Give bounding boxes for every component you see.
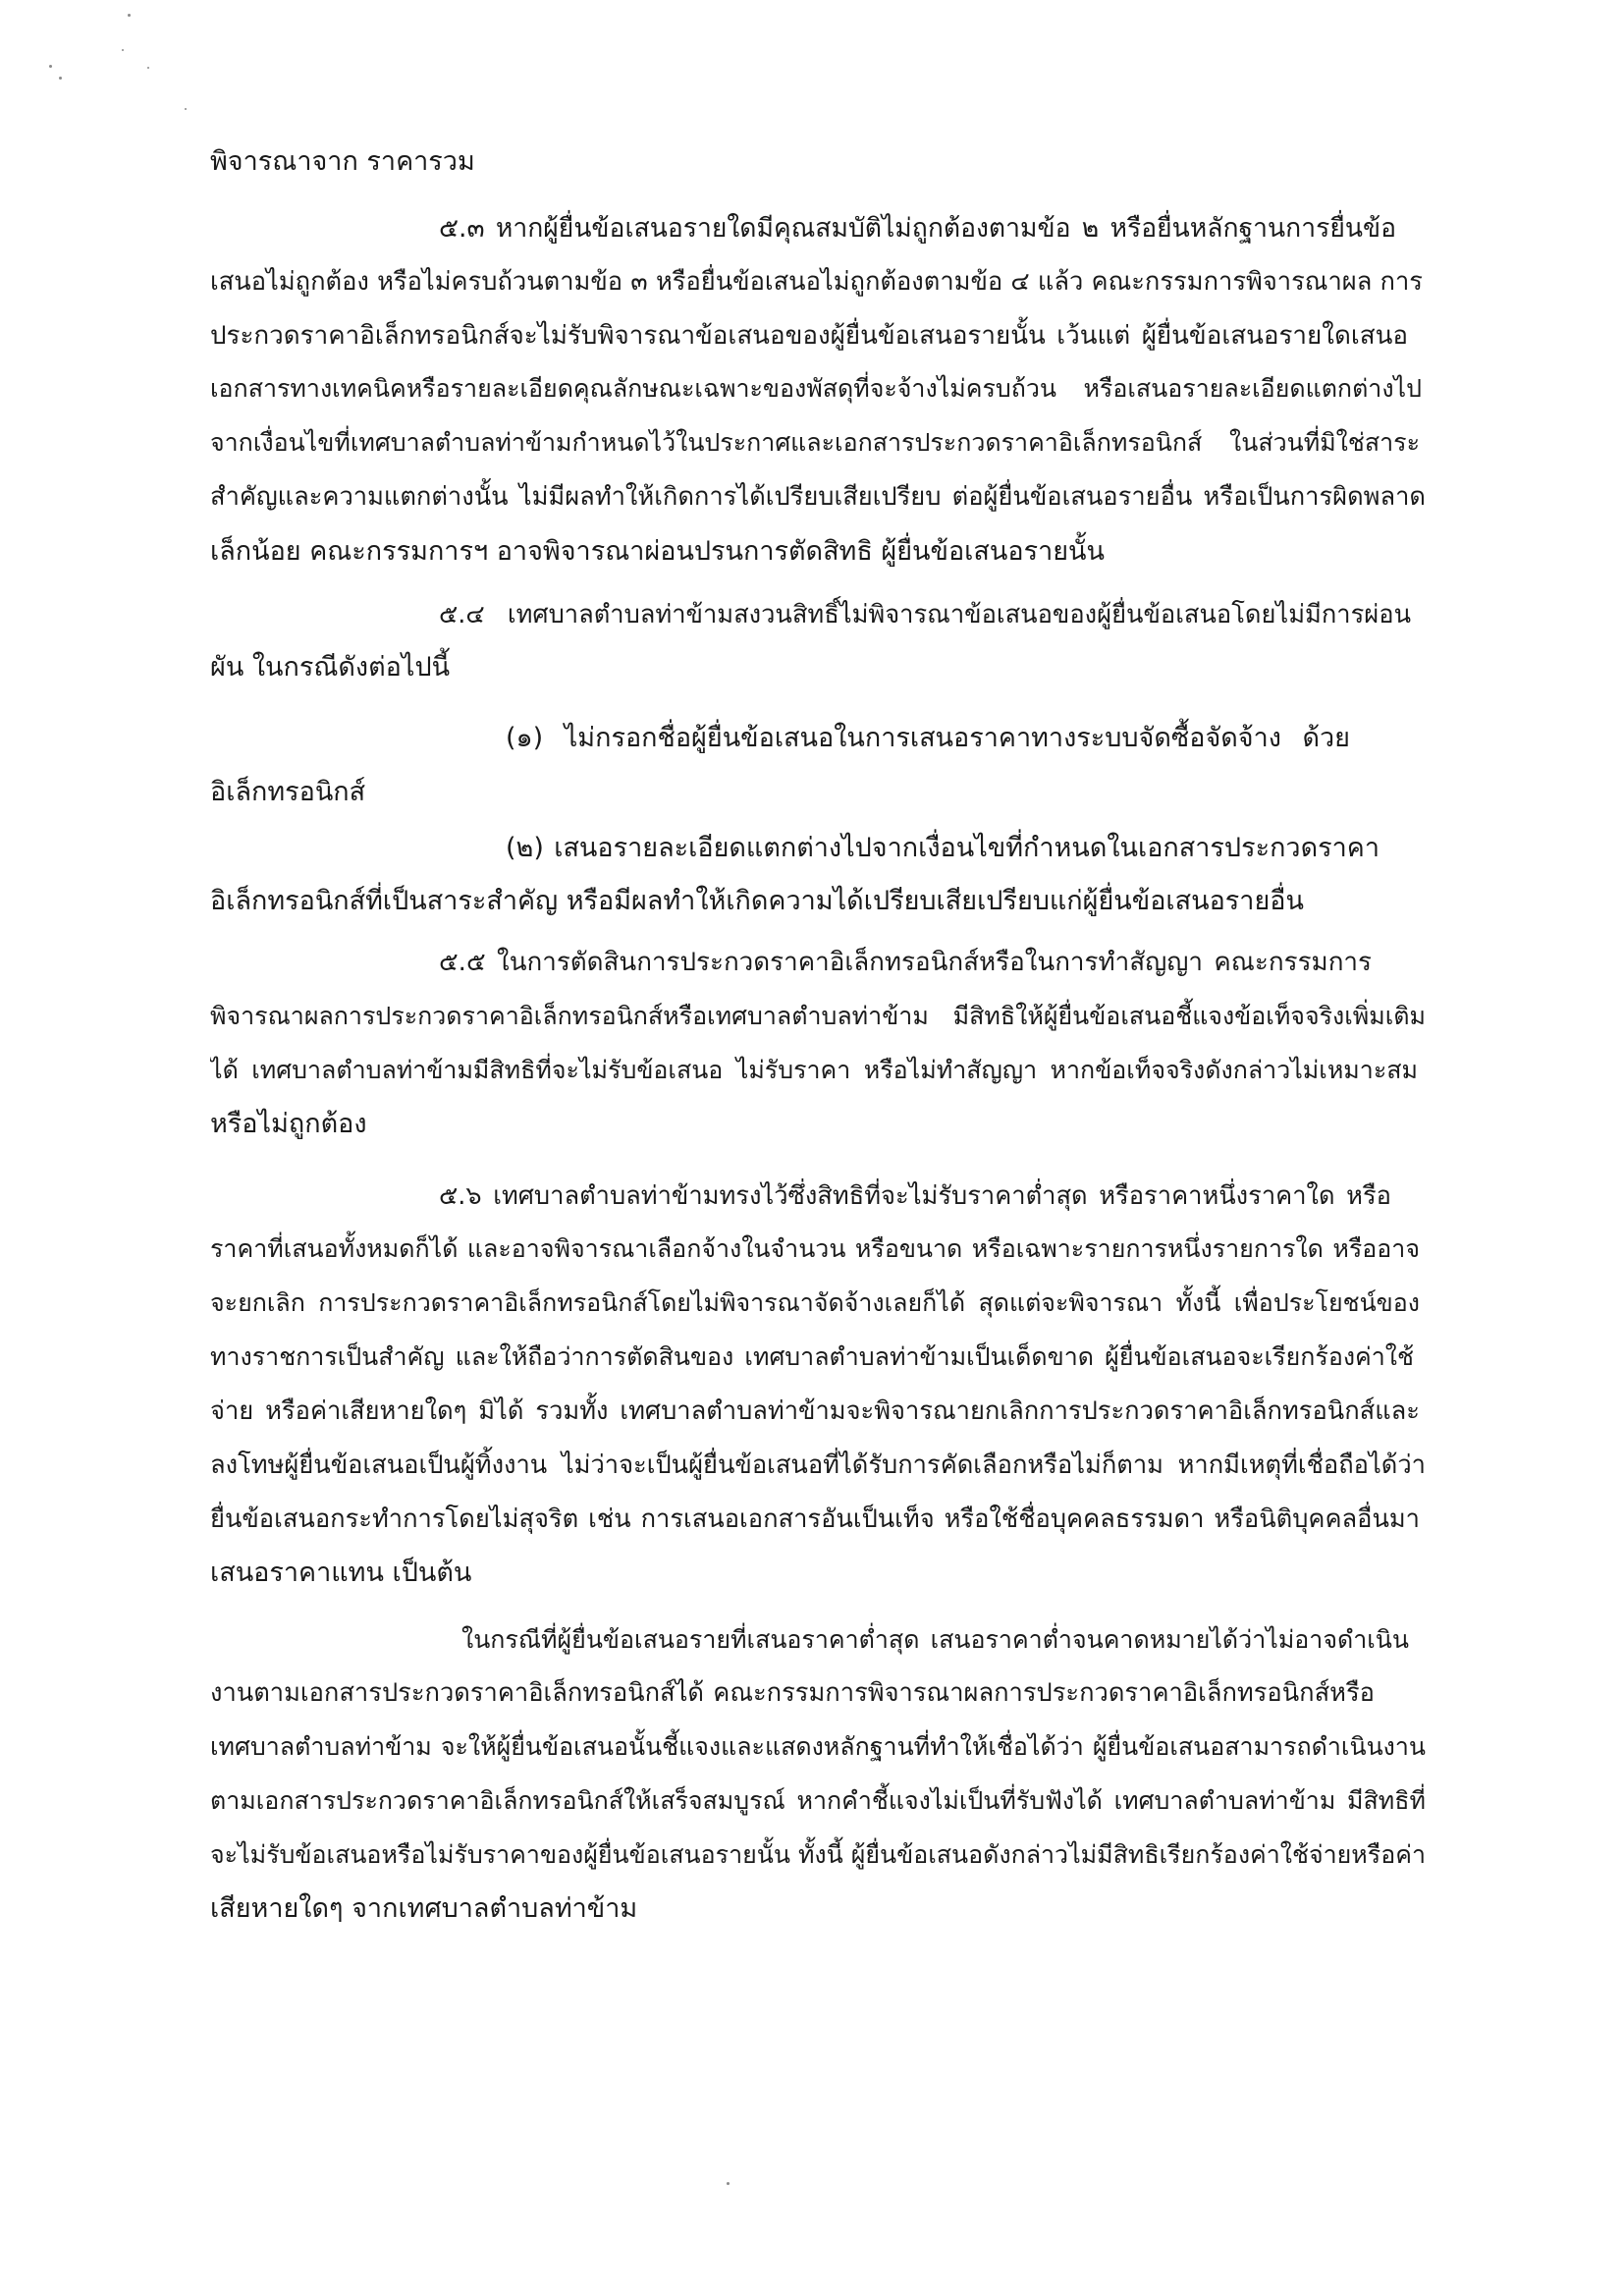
- text-line: เสียหายใดๆ จากเทศบาลตำบลท่าข้าม: [210, 1893, 638, 1924]
- text-line: (๒) เสนอรายละเอียดแตกต่างไปจากเงื่อนไขที่กำหนดในเอกสารประกวดราคา: [506, 833, 1380, 863]
- text-line: งานตามเอกสารประกวดราคาอิเล็กทรอนิกส์ได้ คณะกรรมการพิจารณาผลการประกวดราคาอิเล็กทรอนิกส์หรือ: [210, 1678, 1375, 1708]
- text-line: ตามเอกสารประกวดราคาอิเล็กทรอนิกส์ให้เสร็จสมบูรณ์ หากคำชี้แจงไม่เป็นที่รับฟังได้ เทศบาลตำบลท่าข้าม มีสิทธิที่: [210, 1786, 1426, 1815]
- text-line: สำคัญและความแตกต่างนั้น ไม่มีผลทำให้เกิดการได้เปรียบเสียเปรียบ ต่อผู้ยื่นข้อเสนอรายอื่น หรือเป็นการผิดพลาด: [210, 482, 1426, 512]
- text-line: ราคาที่เสนอทั้งหมดก็ได้ และอาจพิจารณาเลือกจ้างในจำนวน หรือขนาด หรือเฉพาะรายการหนึ่งรายการใด หรืออาจ: [210, 1234, 1420, 1263]
- scan-speck: [128, 14, 131, 17]
- text-line: ได้ เทศบาลตำบลท่าข้ามมีสิทธิที่จะไม่รับข้อเสนอ ไม่รับราคา หรือไม่ทำสัญญา หากข้อเท็จจริงดังกล่าวไม่เหมาะสม: [210, 1056, 1418, 1084]
- text-line: ในกรณีที่ผู้ยื่นข้อเสนอรายที่เสนอราคาต่ำสุด เสนอราคาต่ำจนคาดหมายได้ว่าไม่อาจดำเนิน: [461, 1625, 1409, 1654]
- scan-speck: [59, 77, 62, 80]
- scan-speck: [185, 108, 187, 110]
- text-line: (๑) ไม่กรอกชื่อผู้ยื่นข้อเสนอในการเสนอราคาทางระบบจัดซื้อจัดจ้าง ด้วย: [506, 723, 1350, 753]
- text-line: ยื่นข้อเสนอกระทำการโดยไม่สุจริต เช่น การเสนอเอกสารอันเป็นเท็จ หรือใช้ชื่อบุคคลธรรมดา หรือนิติบุคคลอื่นมา: [210, 1504, 1420, 1534]
- text-line: อิเล็กทรอนิกส์: [210, 777, 366, 807]
- text-line: หรือไม่ถูกต้อง: [210, 1109, 367, 1139]
- text-line: ผัน ในกรณีดังต่อไปนี้: [210, 652, 451, 683]
- text-line: พิจารณาจาก ราคารวม: [210, 146, 475, 177]
- text-line: ๕.๕ ในการตัดสินการประกวดราคาอิเล็กทรอนิกส์หรือในการทำสัญญา คณะกรรมการ: [439, 948, 1372, 977]
- scan-speck: [49, 65, 52, 68]
- text-line: ทางราชการเป็นสำคัญ และให้ถือว่าการตัดสินของ เทศบาลตำบลท่าข้ามเป็นเด็ดขาด ผู้ยื่นข้อเสนอจะเรียกร้องค่าใช้: [210, 1342, 1414, 1371]
- text-line: เอกสารทางเทคนิคหรือรายละเอียดคุณลักษณะเฉพาะของพัสดุที่จะจ้างไม่ครบถ้วน หรือเสนอรายละเอียดแตกต่างไป: [210, 374, 1422, 403]
- text-line: พิจารณาผลการประกวดราคาอิเล็กทรอนิกส์หรือเทศบาลตำบลท่าข้าม มีสิทธิให้ผู้ยื่นข้อเสนอชี้แจงข้อเท็จจริงเพิ่มเติม: [210, 1002, 1426, 1030]
- text-line: ประกวดราคาอิเล็กทรอนิกส์จะไม่รับพิจารณาข้อเสนอของผู้ยื่นข้อเสนอรายนั้น เว้นแต่ ผู้ยื่นข้อเสนอรายใดเสนอ: [210, 321, 1408, 351]
- scan-speck: [122, 49, 124, 51]
- scan-speck: [727, 2182, 730, 2185]
- text-line: จะยกเลิก การประกวดราคาอิเล็กทรอนิกส์โดยไม่พิจารณาจัดจ้างเลยก็ได้ สุดแต่จะพิจารณา ทั้งนี้ เพื่อประโยชน์ของ: [210, 1288, 1420, 1317]
- text-line: จากเงื่อนไขที่เทศบาลตำบลท่าข้ามกำหนดไว้ในประกาศและเอกสารประกวดราคาอิเล็กทรอนิกส์ ในส่วนที่มิใช่สาระ: [210, 428, 1420, 457]
- text-line: ลงโทษผู้ยื่นข้อเสนอเป็นผู้ทิ้งงาน ไม่ว่าจะเป็นผู้ยื่นข้อเสนอที่ได้รับการคัดเลือกหรือไม่ก็ตาม หากมีเหตุที่เชื่อถือได้ว่า: [210, 1450, 1426, 1480]
- scan-speck: [147, 67, 149, 69]
- text-line: เสนอราคาแทน เป็นต้น: [210, 1558, 472, 1588]
- text-line: จ่าย หรือค่าเสียหายใดๆ มิได้ รวมทั้ง เทศบาลตำบลท่าข้ามจะพิจารณายกเลิกการประกวดราคาอิเล็กทรอนิกส์และ: [210, 1396, 1420, 1426]
- text-line: ๕.๓ หากผู้ยื่นข้อเสนอรายใดมีคุณสมบัติไม่ถูกต้องตามข้อ ๒ หรือยื่นหลักฐานการยื่นข้อ: [439, 213, 1396, 244]
- text-line: อิเล็กทรอนิกส์ที่เป็นสาระสำคัญ หรือมีผลทำให้เกิดความได้เปรียบเสียเปรียบแก่ผู้ยื่นข้อเสนอรายอื่น: [210, 886, 1304, 916]
- text-line: เทศบาลตำบลท่าข้าม จะให้ผู้ยื่นข้อเสนอนั้นชี้แจงและแสดงหลักฐานที่ทำให้เชื่อได้ว่า ผู้ยื่นข้อเสนอสามารถดำเนินงาน: [210, 1732, 1426, 1761]
- text-line: ๕.๔ เทศบาลตำบลท่าข้ามสงวนสิทธิ์ไม่พิจารณาข้อเสนอของผู้ยื่นข้อเสนอโดยไม่มีการผ่อน: [439, 600, 1411, 629]
- text-line: เล็กน้อย คณะกรรมการฯ อาจพิจารณาผ่อนปรนการตัดสิทธิ ผู้ยื่นข้อเสนอรายนั้น: [210, 536, 1105, 567]
- text-line: ๕.๖ เทศบาลตำบลท่าข้ามทรงไว้ซึ่งสิทธิที่จะไม่รับราคาต่ำสุด หรือราคาหนึ่งราคาใด หรือ: [439, 1181, 1391, 1211]
- text-line: จะไม่รับข้อเสนอหรือไม่รับราคาของผู้ยื่นข้อเสนอรายนั้น ทั้งนี้ ผู้ยื่นข้อเสนอดังกล่าวไม่มีสิทธิเรียกร้องค่าใช้จ่ายหรือค่า: [210, 1840, 1426, 1869]
- text-line: เสนอไม่ถูกต้อง หรือไม่ครบถ้วนตามข้อ ๓ หรือยื่นข้อเสนอไม่ถูกต้องตามข้อ ๔ แล้ว คณะกรรมการพิจารณาผล การ: [210, 267, 1423, 297]
